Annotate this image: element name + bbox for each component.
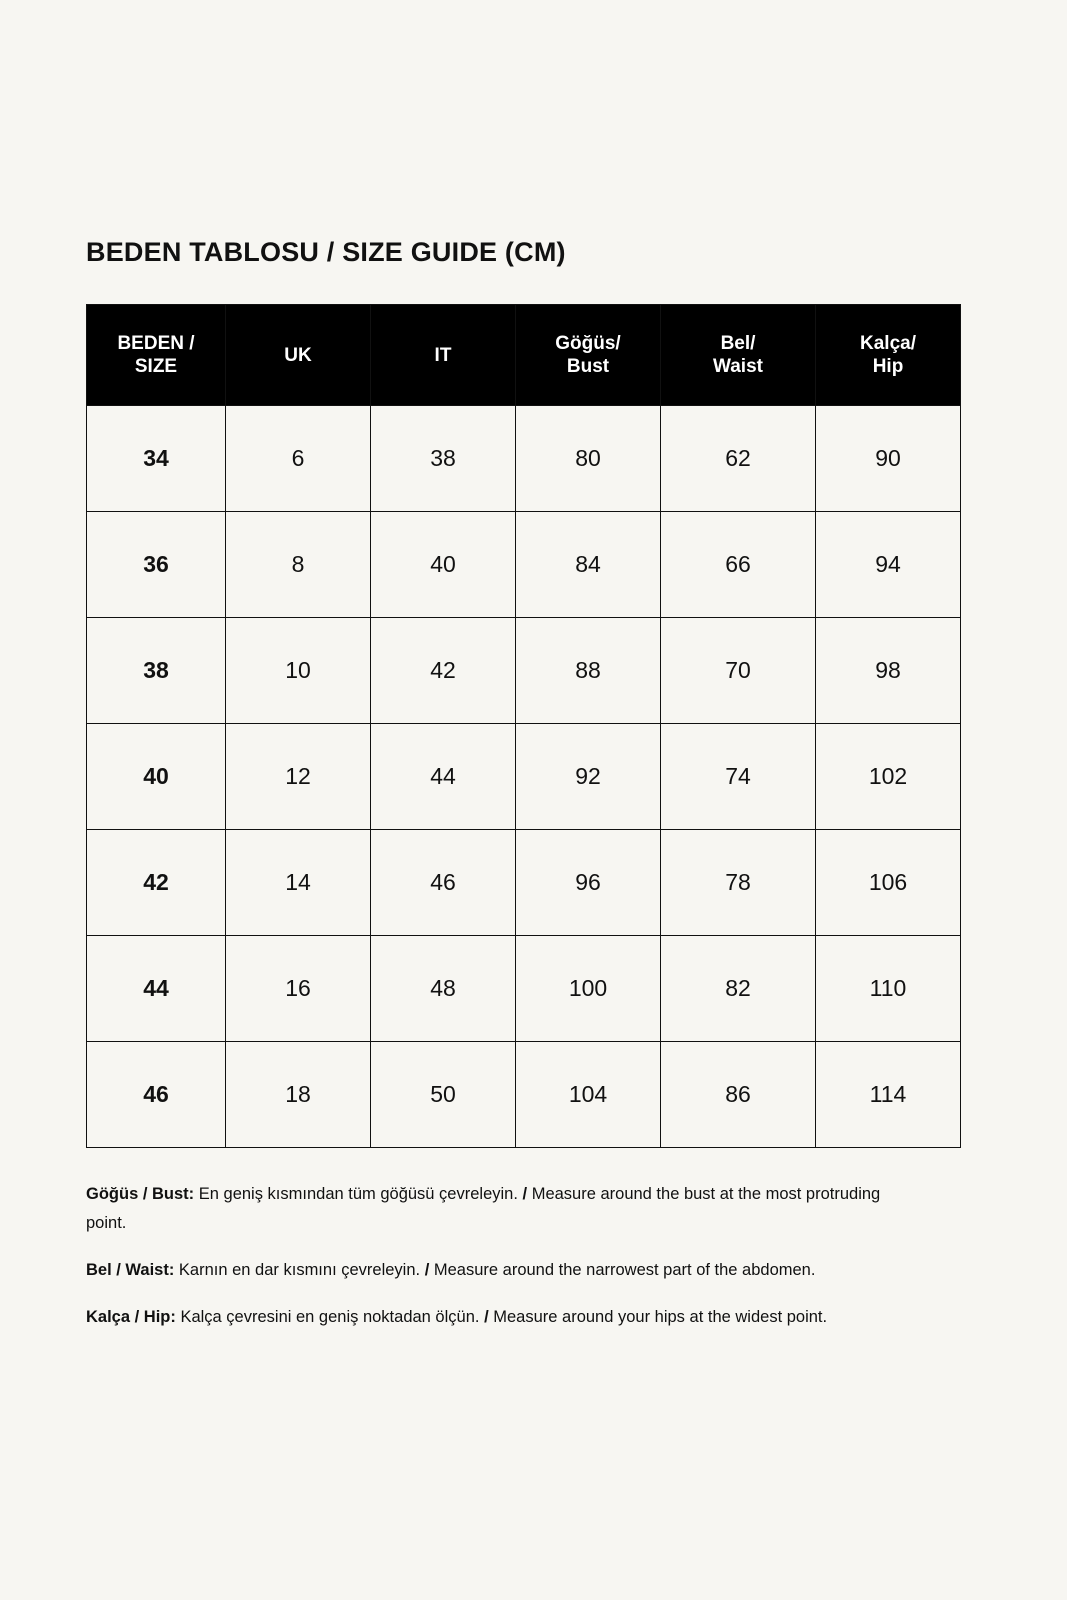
column-header-bust-line1: Göğüs/ (555, 332, 621, 354)
note-hip-label: Kalça / Hip: (86, 1308, 176, 1327)
cell-it: 48 (371, 936, 516, 1042)
table-row (87, 830, 961, 936)
cell-waist: 70 (661, 618, 816, 724)
column-header-waist-line2: Waist (713, 356, 763, 378)
column-header-waist-line1: Bel/ (720, 332, 756, 354)
note-waist (86, 1256, 886, 1285)
column-header-hip-line1: Kalça/ (860, 332, 916, 354)
cell-waist: 78 (661, 830, 816, 936)
column-header-it-line1: IT (434, 344, 452, 366)
note-hip (86, 1303, 886, 1332)
note-bust-separator: / (522, 1185, 528, 1204)
column-header-size (87, 305, 226, 406)
table-row (87, 936, 961, 1042)
cell-it: 46 (371, 830, 516, 936)
note-hip-en: Measure around your hips at the widest point. (488, 1308, 828, 1327)
cell-size: 40 (87, 724, 226, 830)
cell-uk: 12 (226, 724, 371, 830)
measurement-notes (86, 1180, 960, 1332)
size-guide-table (86, 304, 961, 1148)
column-header-waist (661, 305, 816, 406)
column-header-size-line2: SIZE (134, 356, 178, 378)
cell-hip: 110 (816, 936, 961, 1042)
note-waist-en: Measure around the narrowest part of the abdomen. (429, 1261, 816, 1280)
cell-uk: 16 (226, 936, 371, 1042)
cell-hip: 94 (816, 512, 961, 618)
cell-uk: 14 (226, 830, 371, 936)
note-bust (86, 1180, 886, 1238)
column-header-it (371, 305, 516, 406)
cell-waist: 74 (661, 724, 816, 830)
column-header-bust (516, 305, 661, 406)
cell-bust: 100 (516, 936, 661, 1042)
cell-uk: 8 (226, 512, 371, 618)
table-row (87, 724, 961, 830)
note-bust-label: Göğüs / Bust: (86, 1185, 195, 1204)
note-waist-tr: Karnın en dar kısmını çevreleyin. (174, 1261, 425, 1280)
column-header-uk-line1: UK (284, 344, 312, 366)
cell-hip: 106 (816, 830, 961, 936)
size-guide-content (86, 236, 960, 1332)
column-header-size-line1: BEDEN / (117, 332, 195, 354)
cell-uk: 6 (226, 406, 371, 512)
cell-size: 42 (87, 830, 226, 936)
cell-waist: 62 (661, 406, 816, 512)
cell-bust: 104 (516, 1042, 661, 1148)
note-waist-label: Bel / Waist: (86, 1261, 175, 1280)
cell-hip: 98 (816, 618, 961, 724)
note-hip-tr: Kalça çevresini en geniş noktadan ölçün. (175, 1308, 485, 1327)
cell-size: 36 (87, 512, 226, 618)
cell-bust: 92 (516, 724, 661, 830)
cell-bust: 80 (516, 406, 661, 512)
note-hip-separator: / (484, 1308, 489, 1327)
cell-size: 44 (87, 936, 226, 1042)
cell-waist: 82 (661, 936, 816, 1042)
table-row (87, 618, 961, 724)
cell-hip: 102 (816, 724, 961, 830)
cell-it: 40 (371, 512, 516, 618)
cell-it: 44 (371, 724, 516, 830)
column-header-hip-line2: Hip (872, 356, 904, 378)
cell-it: 42 (371, 618, 516, 724)
cell-size: 46 (87, 1042, 226, 1148)
cell-hip: 90 (816, 406, 961, 512)
note-waist-separator: / (424, 1261, 430, 1280)
cell-bust: 84 (516, 512, 661, 618)
cell-waist: 86 (661, 1042, 816, 1148)
cell-bust: 88 (516, 618, 661, 724)
note-bust-en: Measure around the bust at the most protruding point. (86, 1185, 881, 1233)
cell-uk: 10 (226, 618, 371, 724)
cell-waist: 66 (661, 512, 816, 618)
cell-bust: 96 (516, 830, 661, 936)
column-header-hip (816, 305, 961, 406)
cell-uk: 18 (226, 1042, 371, 1148)
cell-it: 50 (371, 1042, 516, 1148)
table-header (87, 305, 961, 406)
table-body (87, 406, 961, 1148)
cell-size: 34 (87, 406, 226, 512)
table-row (87, 406, 961, 512)
column-header-uk (226, 305, 371, 406)
table-row (87, 512, 961, 618)
cell-hip: 114 (816, 1042, 961, 1148)
table-header-row (87, 305, 961, 406)
column-header-bust-line2: Bust (566, 356, 610, 378)
page-title: BEDEN TABLOSU / SIZE GUIDE (CM) (86, 237, 566, 267)
note-bust-tr: En geniş kısmından tüm göğüsü çevreleyin. (194, 1185, 523, 1204)
cell-it: 38 (371, 406, 516, 512)
cell-size: 38 (87, 618, 226, 724)
table-row (87, 1042, 961, 1148)
